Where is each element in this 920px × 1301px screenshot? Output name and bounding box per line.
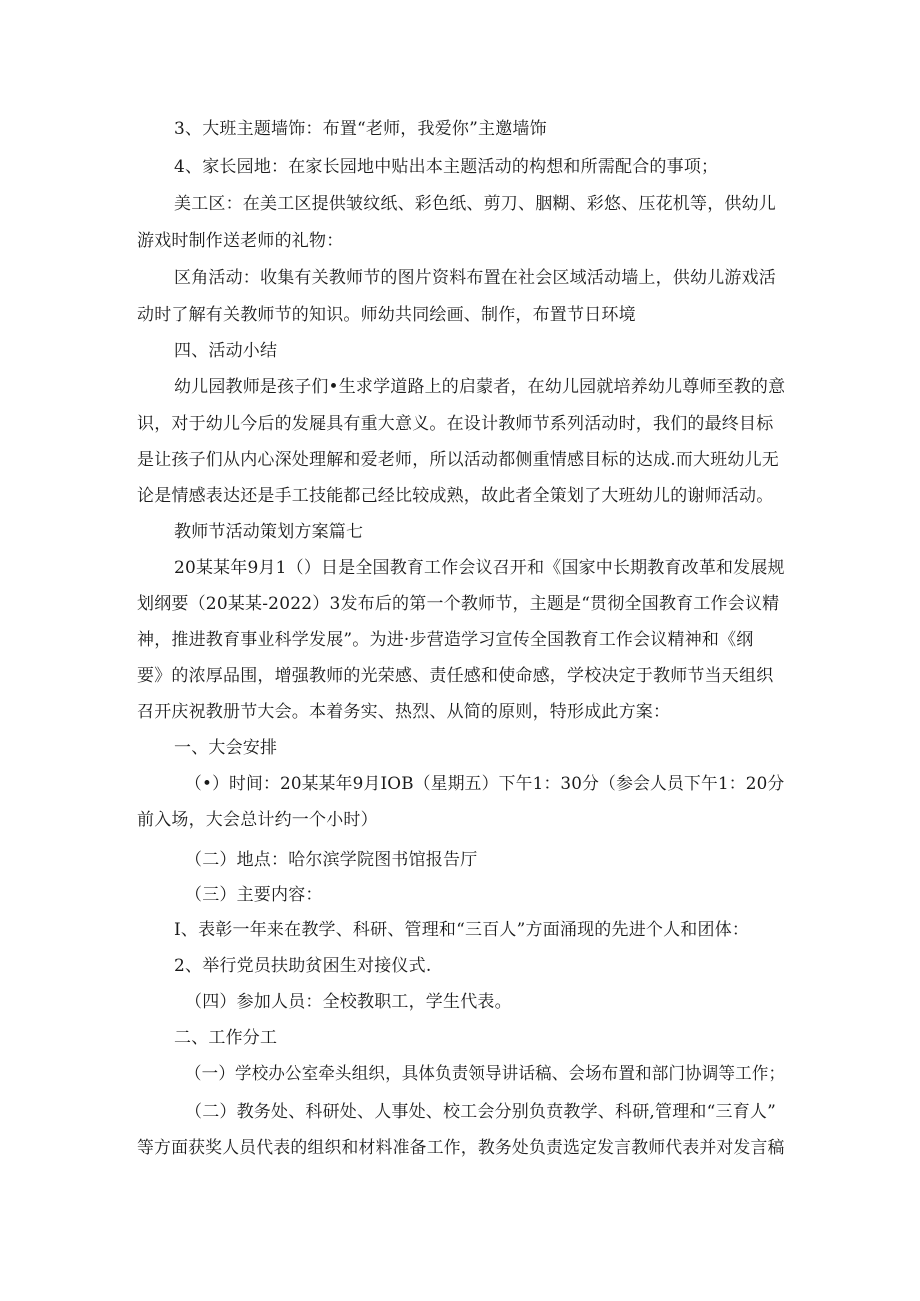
text-line: 2、举行党员扶助贫困生对接仪式. xyxy=(174,956,432,976)
text-line: 论是情感表达还是手工技能都己经比较成熟，故此者全策划了大班幼儿的谢师活动。 xyxy=(137,486,774,506)
section-heading: 二、工作分工 xyxy=(174,1028,278,1048)
text-line: I、表彰一年来在教学、科研、管理和“三百人”方面涌现的先进个人和团体： xyxy=(174,920,750,940)
text-line: 区角活动：收集有关教师节的图片资料布置在社会区域活动墙上，供幼儿游戏活 xyxy=(174,268,776,288)
text-line: 动时了解有关教师节的知识。师幼共同绘画、制作，布置节日环境 xyxy=(137,305,636,325)
text-line: 是让孩子们从内心深处理解和爱老师，所以活动都侧重情感目标的达成.而大班幼儿无 xyxy=(137,450,780,470)
text-line: 神，推进教育事业科学发展”。为进·步营造学习宣传全国教育工作会议精神和《纲 xyxy=(137,630,754,650)
text-line: 4、家长园地：在家长园地中贴出本主题活动的构想和所需配合的事项； xyxy=(174,157,719,177)
section-heading: 一、大会安排 xyxy=(174,738,278,758)
text-line: 3、大班主题墙饰：布置“老师，我爱你”主邀墙饰 xyxy=(174,119,547,139)
text-line: 幼儿园教师是孩子们•生求学道路上的启蒙者，在幼儿园就培养幼儿尊师至教的意 xyxy=(174,377,786,397)
text-line: （二）教务处、科研处、人事处、校工会分别负贲教学、科研,管理和“三育人” xyxy=(185,1102,776,1122)
section-heading: 四、活动小结 xyxy=(174,341,278,361)
text-line: （一）学校办公室牵头组织，具体负责领导讲话稿、会场布置和部门协调等工作； xyxy=(185,1064,786,1084)
text-line: 美工区：在美工区提供皱纹纸、彩色纸、剪刀、胭糊、彩悠、压花机等，供幼儿 xyxy=(174,194,776,214)
text-line: 20某某年9月1（）日是全国教育工作会议召开和《国家中长期教育改革和发展规 xyxy=(174,558,785,578)
text-line: 召开庆祝教册节大会。本着务实、热烈、从简的原则，特形成此方案： xyxy=(137,702,671,722)
text-line: （二）地点：哈尔滨学院图书馆报告厅 xyxy=(185,850,478,870)
text-line: 游戏时制作送老师的礼物： xyxy=(137,231,344,251)
text-line: （四）参加人员：全校教职工，学生代表。 xyxy=(185,992,512,1012)
section-heading: 教师节活动策划方案篇七 xyxy=(174,522,364,542)
text-line: 前入场，大会总计约一个小时） xyxy=(137,810,378,830)
text-line: 划纲要（20某某-2022）3发布后的第一个教师节，主题是“贯彻全国教育工作会议精 xyxy=(137,594,780,614)
text-line: 识，对于幼儿今后的发屣具有重大意义。在设计教师节系列活动时，我们的最终目标 xyxy=(137,414,774,434)
text-line: （•）时间：20某某年9月IOB（星期五）下午1：30分（参会人员下午1：20分 xyxy=(185,774,785,794)
text-line: 等方面获奖人员代表的组织和材料准备工作，教务处负责选定发言教师代表并对发言稿 xyxy=(137,1138,785,1158)
text-line: 要》的浓厚品围，增强教师的光荣感、责任感和使命感，学校决定于教师节当天组织 xyxy=(137,666,774,686)
text-line: （三）主要内容： xyxy=(185,885,323,905)
